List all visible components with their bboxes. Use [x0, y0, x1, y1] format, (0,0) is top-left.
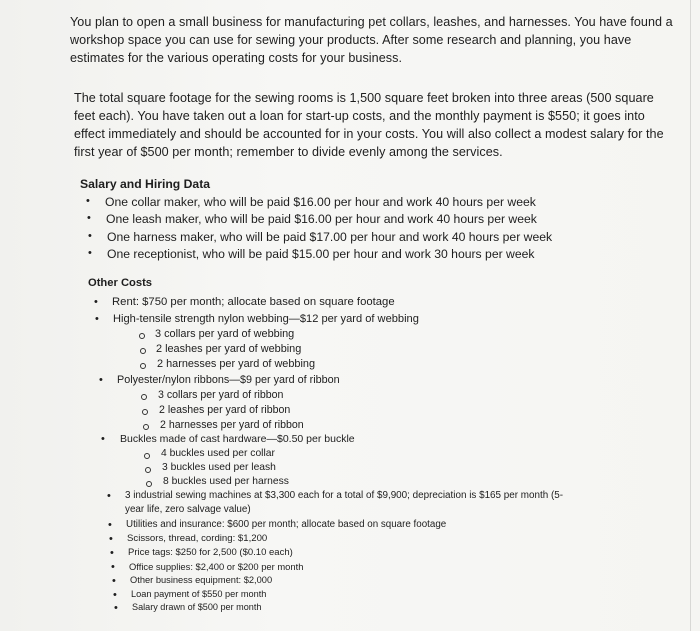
salary-item: One leash maker, who will be paid $16.00 per hour and work 40 hours per week [106, 212, 537, 226]
bullet-icon: • [95, 313, 99, 325]
bullet-icon: • [110, 547, 114, 559]
webbing-item: High-tensile strength nylon webbing—$12 per yard of webbing [113, 313, 419, 325]
circle-bullet-icon [140, 348, 146, 354]
price-tags-item: Price tags: $250 for 2,500 ($0.10 each) [128, 547, 293, 558]
bullet-icon: • [99, 374, 103, 386]
scissors-item: Scissors, thread, cording: $1,200 [127, 533, 268, 544]
bullet-icon: • [112, 575, 116, 587]
salary-drawn-item: Salary drawn of $500 per month [132, 602, 262, 612]
machines-item: 3 industrial sewing machines at $3,300 each for a total of $9,900; depreciation is $165 per month (5- [125, 490, 564, 501]
circle-bullet-icon [139, 333, 145, 339]
equipment-item: Other business equipment: $2,000 [130, 575, 273, 585]
other-costs-heading: Other Costs [88, 277, 153, 289]
circle-bullet-icon [146, 481, 152, 487]
loan-payment-item: Loan payment of $550 per month [131, 589, 267, 599]
circle-bullet-icon [142, 409, 148, 415]
salary-item: One harness maker, who will be paid $17.00 per hour and work 40 hours per week [107, 230, 553, 244]
ribbon-sub-item: 2 harnesses per yard of ribbon [160, 419, 304, 431]
bullet-icon: • [113, 589, 117, 601]
bullet-icon: • [111, 561, 115, 573]
circle-bullet-icon [144, 453, 150, 459]
page-edge [690, 0, 691, 631]
office-supplies-item: Office supplies: $2,400 or $200 per month [129, 561, 304, 572]
rent-item: Rent: $750 per month; allocate based on square footage [112, 296, 395, 308]
bullet-icon: • [88, 230, 92, 242]
bullet-icon: • [86, 195, 90, 207]
circle-bullet-icon [143, 424, 149, 430]
bullet-icon: • [87, 212, 91, 224]
buckles-sub-item: 3 buckles used per leash [162, 462, 276, 473]
bullet-icon: • [101, 433, 105, 445]
salary-item: One collar maker, who will be paid $16.00 per hour and work 40 hours per week [105, 195, 536, 209]
circle-bullet-icon [141, 394, 147, 400]
buckles-sub-item: 4 buckles used per collar [161, 448, 275, 459]
details-paragraph: The total square footage for the sewing rooms is 1,500 square feet broken into three areas (500 square feet each). You have taken out a loan for start-up costs, and the monthly payment is $550; it goes into effect immediately and should be accounted for in your costs. You will also collect a modest salary for the first year of $500 per month; remember to divide evenly among the services. [74, 91, 664, 159]
circle-bullet-icon [145, 467, 151, 473]
machines-item-continued: year life, zero salvage value) [125, 504, 251, 515]
bullet-icon: • [114, 602, 118, 614]
ribbon-item: Polyester/nylon ribbons—$9 per yard of ribbon [117, 374, 340, 386]
intro-paragraph: You plan to open a small business for manufacturing pet collars, leashes, and harnesses. You have found a workshop space you can use for sewing your products. After some research and planning, you have estimates for the various operating costs for your business. [70, 15, 673, 65]
bullet-icon: • [109, 533, 113, 545]
webbing-sub-item: 3 collars per yard of webbing [155, 328, 295, 340]
salary-heading: Salary and Hiring Data [80, 177, 211, 191]
bullet-icon: • [107, 490, 111, 502]
ribbon-sub-item: 3 collars per yard of ribbon [158, 389, 284, 401]
ribbon-sub-item: 2 leashes per yard of ribbon [159, 404, 291, 416]
utilities-item: Utilities and insurance: $600 per month; allocate based on square footage [126, 519, 447, 530]
webbing-sub-item: 2 leashes per yard of webbing [156, 343, 302, 355]
circle-bullet-icon [140, 363, 146, 369]
bullet-icon: • [94, 296, 98, 308]
webbing-sub-item: 2 harnesses per yard of webbing [157, 358, 316, 370]
salary-item: One receptionist, who will be paid $15.00 per hour and work 30 hours per week [107, 247, 535, 261]
buckles-sub-item: 8 buckles used per harness [163, 476, 289, 487]
buckles-item: Buckles made of cast hardware—$0.50 per buckle [120, 433, 355, 445]
bullet-icon: • [88, 247, 92, 259]
bullet-icon: • [108, 519, 112, 531]
